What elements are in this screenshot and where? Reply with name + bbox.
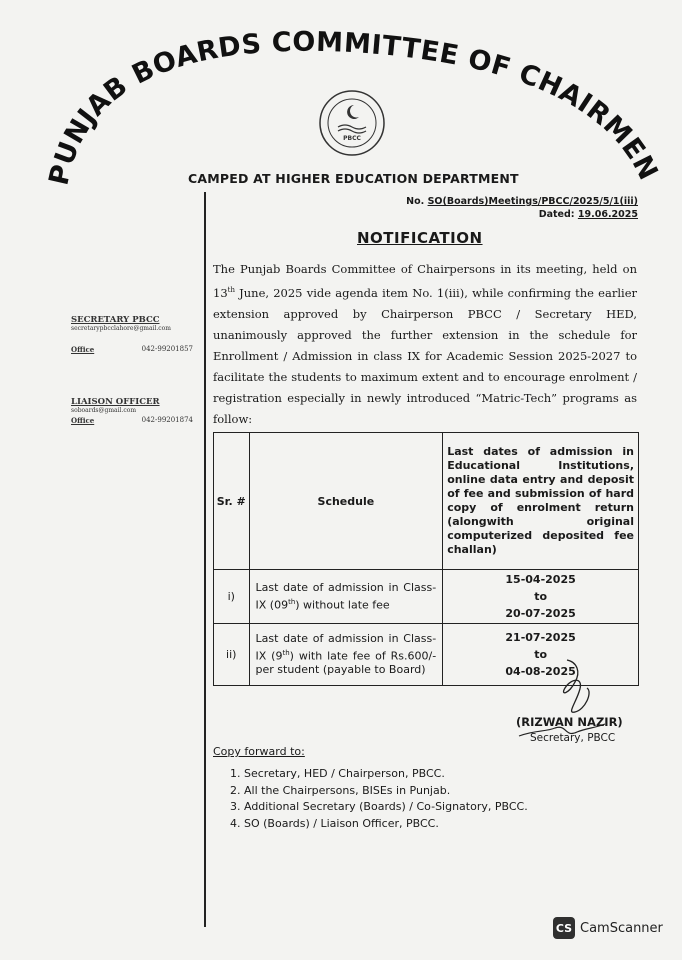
list-item: 4. SO (Boards) / Liaison Officer, PBCC.	[230, 816, 439, 830]
secretary-office-label: Office	[71, 345, 95, 354]
table-header-row	[214, 433, 639, 570]
header-sr: Sr. #	[214, 433, 250, 570]
row-sr: ii)	[214, 624, 250, 686]
pbcc-seal-logo	[318, 89, 386, 157]
liaison-office-label: Office	[71, 416, 95, 425]
camscanner-icon: CS	[553, 917, 575, 939]
list-item: 2. All the Chairpersons, BISEs in Punjab.	[230, 783, 451, 797]
liaison-email: soboards@gmail.com	[71, 407, 137, 414]
camscanner-watermark	[553, 917, 663, 939]
header-schedule: Schedule	[249, 433, 443, 570]
row-description: Last date of admission in Class-IX (9th) with late fee of Rs.600/- per student (payable to Board)	[249, 624, 443, 686]
row-dates: 21-07-2025 to 04-08-2025	[443, 624, 639, 686]
vertical-divider	[204, 192, 206, 927]
table-row	[214, 570, 639, 624]
camp-subtitle: CAMPED AT HIGHER EDUCATION DEPARTMENT	[188, 171, 519, 186]
schedule-table	[213, 432, 639, 686]
liaison-title: LIAISON OFFICER	[71, 397, 160, 407]
signatory-title: Secretary, PBCC	[530, 732, 616, 744]
liaison-office-phone: 042-99201874	[141, 416, 193, 424]
camscanner-label: CamScanner	[580, 920, 663, 936]
row-description: Last date of admission in Class-IX (09th) without late fee	[249, 570, 443, 624]
secretary-office-phone: 042-99201857	[141, 345, 193, 353]
notification-body: The Punjab Boards Committee of Chairpersons in its meeting, held on 13th June, 2025 vide agenda item No. 1(iii), while confirming the earlier extension approved by Chairperson PBCC / Secretary HED, unanimously approved the further extension in the schedule for Enrollment / Admission in class IX for Academic Session 2025-2027 to facilitate the students to maximum extent and to encourage enrolment / registration especially in newly introduced “Matric-Tech” programs as follow:	[213, 262, 637, 426]
list-item: 1. Secretary, HED / Chairperson, PBCC.	[230, 767, 445, 780]
svg-text:PBCC: PBCC	[343, 135, 361, 142]
row-dates: 15-04-2025 to 20-07-2025	[443, 570, 639, 624]
header-last-dates: Last dates of admission in Educational Institutions, online data entry and deposit of fee and submission of hard copy of enrolment return (alongwith original computerized deposited fee challan)	[443, 433, 639, 570]
secretary-title: SECRETARY PBCC	[71, 315, 160, 325]
committee-title: PUNJAB BOARDS COMMITTEE OF CHAIRMEN	[43, 26, 664, 188]
notification-heading: NOTIFICATION	[357, 229, 483, 247]
copy-forward-heading: Copy forward to:	[213, 745, 305, 758]
liaison-contact	[71, 397, 193, 425]
reference-number: No. SO(Boards)Meetings/PBCC/2025/5/1(iii)	[406, 196, 638, 207]
reference-date: Dated: 19.06.2025	[538, 209, 638, 220]
row-sr: i)	[214, 570, 250, 624]
copy-forward-list	[230, 766, 528, 832]
signatory-name: (RIZWAN NAZIR)	[516, 715, 623, 729]
list-item: 3. Additional Secretary (Boards) / Co-Signatory, PBCC.	[230, 800, 528, 813]
secretary-email: secretarypbcclahore@gmail.com	[71, 325, 171, 332]
secretary-contact	[71, 315, 193, 354]
reference-block	[406, 195, 638, 221]
